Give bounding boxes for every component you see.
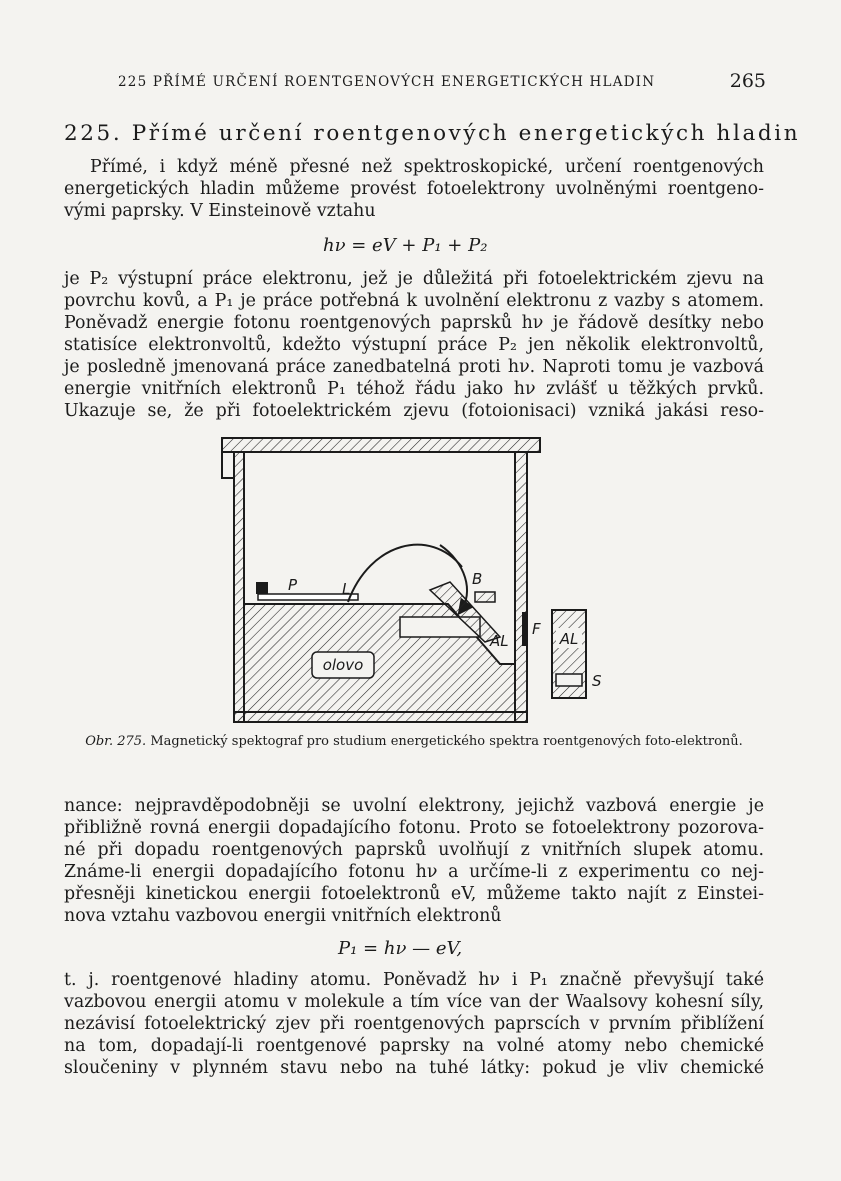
figure-caption [64,734,764,750]
running-head [118,70,766,92]
screen-s [556,674,582,686]
formula-binding-energy: P₁ = hν — eV, [338,938,463,959]
label-f: F [532,620,541,638]
text-line: vými paprsky. V Einsteinově vztahu [64,201,376,221]
page-number: 265 [729,70,766,92]
slit-b [475,592,495,602]
text-line: vazbovou energii atomu v molekule a tím více van der Waalsovy kohesní síly, [64,992,764,1012]
label-l: L [342,580,351,598]
label-s: S [592,672,602,690]
formula-einstein: hν = eV + P₁ + P₂ [323,235,488,256]
caption-label: Obr. 275. [85,734,147,749]
text-line: přesněji kinetickou energii fotoelektronů eV, můžeme takto najít z Einstei- [64,884,764,904]
text-line: né při dopadu roentgenových paprsků uvolňují z vnitřních slupek atomu. [64,840,764,860]
text-line: Poněvadž energie fotonu roentgenových paprsků hν je řádově desítky nebo [64,313,764,333]
paragraph-2 [64,268,764,422]
label-p: P [288,576,298,594]
text-line: na tom, dopadají-li roentgenové paprsky na volné atomy nebo chemické [64,1036,764,1056]
text-line: nance: nejpravděpodobněji se uvolní elektrony, jejichž vazbová energie je [64,796,764,816]
text-line: je P₂ výstupní práce elektronu, jež je důležitá při fotoelektrickém zjevu na [64,269,764,289]
text-line: Známe-li energii dopadajícího fotonu hν a určíme-li z experimentu co nej- [64,862,764,882]
text-line: přibližně rovná energii dopadajícího fotonu. Proto se fotoelektrony pozorova- [64,818,764,838]
paragraph-4 [64,969,764,1079]
caption-text: Magnetický spektograf pro studium energetického spektra roentgenových foto-elektronů. [150,734,743,749]
text-line: Ukazuje se, že při fotoelektrickém zjevu (fotoionisaci) vzniká jakási reso- [64,401,764,421]
text-line: je posledně jmenovaná práce zanedbatelná proti hν. Naproti tomu je vazbová [64,357,764,377]
paragraph-1 [64,156,764,222]
section-title: 225. Přímé určení roentgenových energetických hladin [64,121,801,146]
text-line: Přímé, i když méně přesné než spektroskopické, určení roentgenových [90,157,764,177]
text-line: nova vztahu vazbovou energii vnitřních elektronů [64,906,502,926]
running-head-title: 225 PŘÍMÉ URČENÍ ROENTGENOVÝCH ENERGETICKÝCH HLADIN [118,74,656,90]
label-olovo: olovo [322,656,364,674]
text-line: t. j. roentgenové hladiny atomu. Poněvadž hν i P₁ značně převyšují také [64,970,764,990]
text-line: energie vnitřních elektronů P₁ téhož řádu jako hν zvlášť u těžkých prvků. [64,379,764,399]
label-al-inner: AL [490,632,509,650]
window-f [522,612,528,646]
label-al-outer: AL [559,630,579,648]
text-line: energetických hladin můžeme provést fotoelektrony uvolněnými roentgeno- [64,179,764,199]
text-line: nezávisí fotoelektrický zjev při roentgenových paprscích v prvním přiblížení [64,1014,764,1034]
text-line: povrchu kovů, a P₁ je práce potřebná k uvolnění elektronu z vazby s atomem. [64,291,764,311]
plate-knob [256,582,268,594]
label-b: B [472,570,483,588]
text-line: statisíce elektronvoltů, kdežto výstupní práce P₂ jen několik elektronvoltů, [64,335,764,355]
spectrograph-figure [200,432,600,732]
text-line: sloučeniny v plynném stavu nebo na tuhé látky: pokud je vliv chemické [64,1058,764,1078]
paragraph-3 [64,795,764,927]
